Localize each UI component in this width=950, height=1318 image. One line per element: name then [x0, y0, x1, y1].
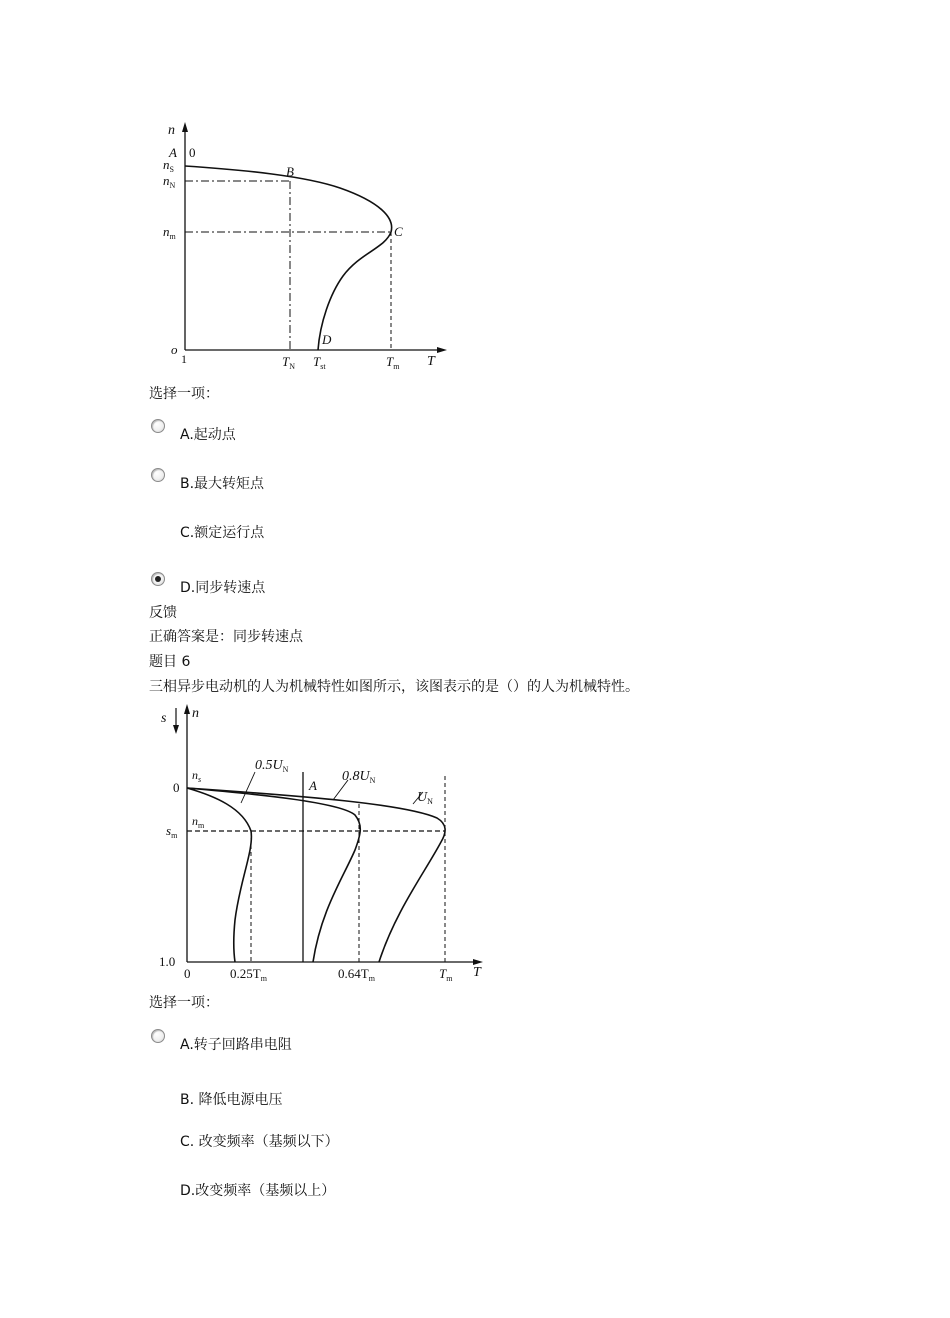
q6-option-c-label[interactable]: C. 改变频率（基频以下） — [180, 1134, 339, 1150]
s-zero-label: 0 — [173, 780, 180, 795]
characteristic-curve — [185, 166, 392, 350]
q6-select-prompt: 选择一项： — [149, 995, 219, 1011]
nN-label: $n_N$ — [163, 173, 176, 190]
x-axis-arrow — [437, 347, 447, 353]
q6-title: 题目 6 — [149, 654, 191, 670]
q5-option-d-label[interactable]: D.同步转速点 — [180, 580, 266, 596]
origin-zero-label: 0 — [189, 145, 196, 160]
nm-label: $n_m$ — [163, 224, 176, 241]
q6-question-text: 三相异步电动机的人为机械特性如图所示，该图表示的是（）的人为机械特性。 — [149, 679, 639, 695]
tm-label: $T_m$ — [439, 966, 453, 983]
voltage-reduction-characteristic-figure — [155, 700, 490, 986]
point-A-label: A — [309, 778, 317, 793]
q5-correct-answer: 正确答案是：同步转速点 — [149, 629, 303, 645]
q5-option-b-label[interactable]: B.最大转矩点 — [180, 476, 265, 492]
x-zero-label: 0 — [184, 966, 191, 981]
q5-select-prompt: 选择一项： — [149, 386, 219, 402]
y-axis-arrow — [182, 122, 188, 132]
u05-label: $0.5U_N$ — [255, 758, 289, 774]
n-axis-label: n — [168, 123, 175, 138]
T-axis-label: T — [473, 965, 481, 980]
leader-0.5UN — [241, 772, 255, 803]
Tm-label: $T_m$ — [386, 354, 400, 371]
t025-label: $0.25T_m$ — [230, 966, 267, 983]
q5-feedback-heading: 反馈 — [149, 605, 177, 621]
q5-option-d-radio[interactable] — [151, 572, 165, 586]
slip-one-label: 1 — [181, 352, 187, 366]
point-C-label: C — [394, 224, 403, 239]
nm-label: $n_m$ — [192, 814, 205, 830]
ns-label: $n_s$ — [192, 768, 202, 784]
origin-o-label: o — [171, 342, 178, 357]
q6-option-a-label[interactable]: A.转子回路串电阻 — [180, 1037, 292, 1053]
point-A-label: A — [169, 145, 177, 160]
t064-label: $0.64T_m$ — [338, 966, 375, 983]
q6-option-b-label[interactable]: B. 降低电源电压 — [180, 1092, 283, 1108]
point-B-label: B — [286, 164, 294, 179]
q5-option-b-radio[interactable] — [151, 468, 165, 482]
n-axis-label: n — [192, 706, 199, 721]
point-D-label: D — [322, 332, 332, 347]
q5-option-c-label[interactable]: C.额定运行点 — [180, 525, 265, 541]
s-direction-arrow — [173, 725, 179, 734]
Tst-label: $T_{st}$ — [313, 354, 326, 371]
un-label: $U_N$ — [417, 790, 433, 806]
T-axis-label: T — [427, 354, 435, 369]
ns-label: $n_S$ — [163, 157, 174, 174]
q5-option-a-label[interactable]: A.起动点 — [180, 427, 236, 443]
s-axis-label: s — [161, 711, 167, 726]
y-axis-arrow — [184, 704, 190, 714]
curve-UN — [187, 788, 445, 962]
q6-option-a-radio[interactable] — [151, 1029, 165, 1043]
sm-label: $s_m$ — [166, 823, 178, 840]
mechanical-characteristic-figure-1 — [155, 118, 455, 374]
q5-option-a-radio[interactable] — [151, 419, 165, 433]
curve-0.8UN — [187, 788, 360, 962]
s-one-label: 1.0 — [159, 954, 176, 969]
q6-option-d-label[interactable]: D.改变频率（基频以上） — [180, 1183, 336, 1199]
TN-label: $T_N$ — [282, 354, 296, 371]
u08-label: $0.8U_N$ — [342, 769, 376, 785]
